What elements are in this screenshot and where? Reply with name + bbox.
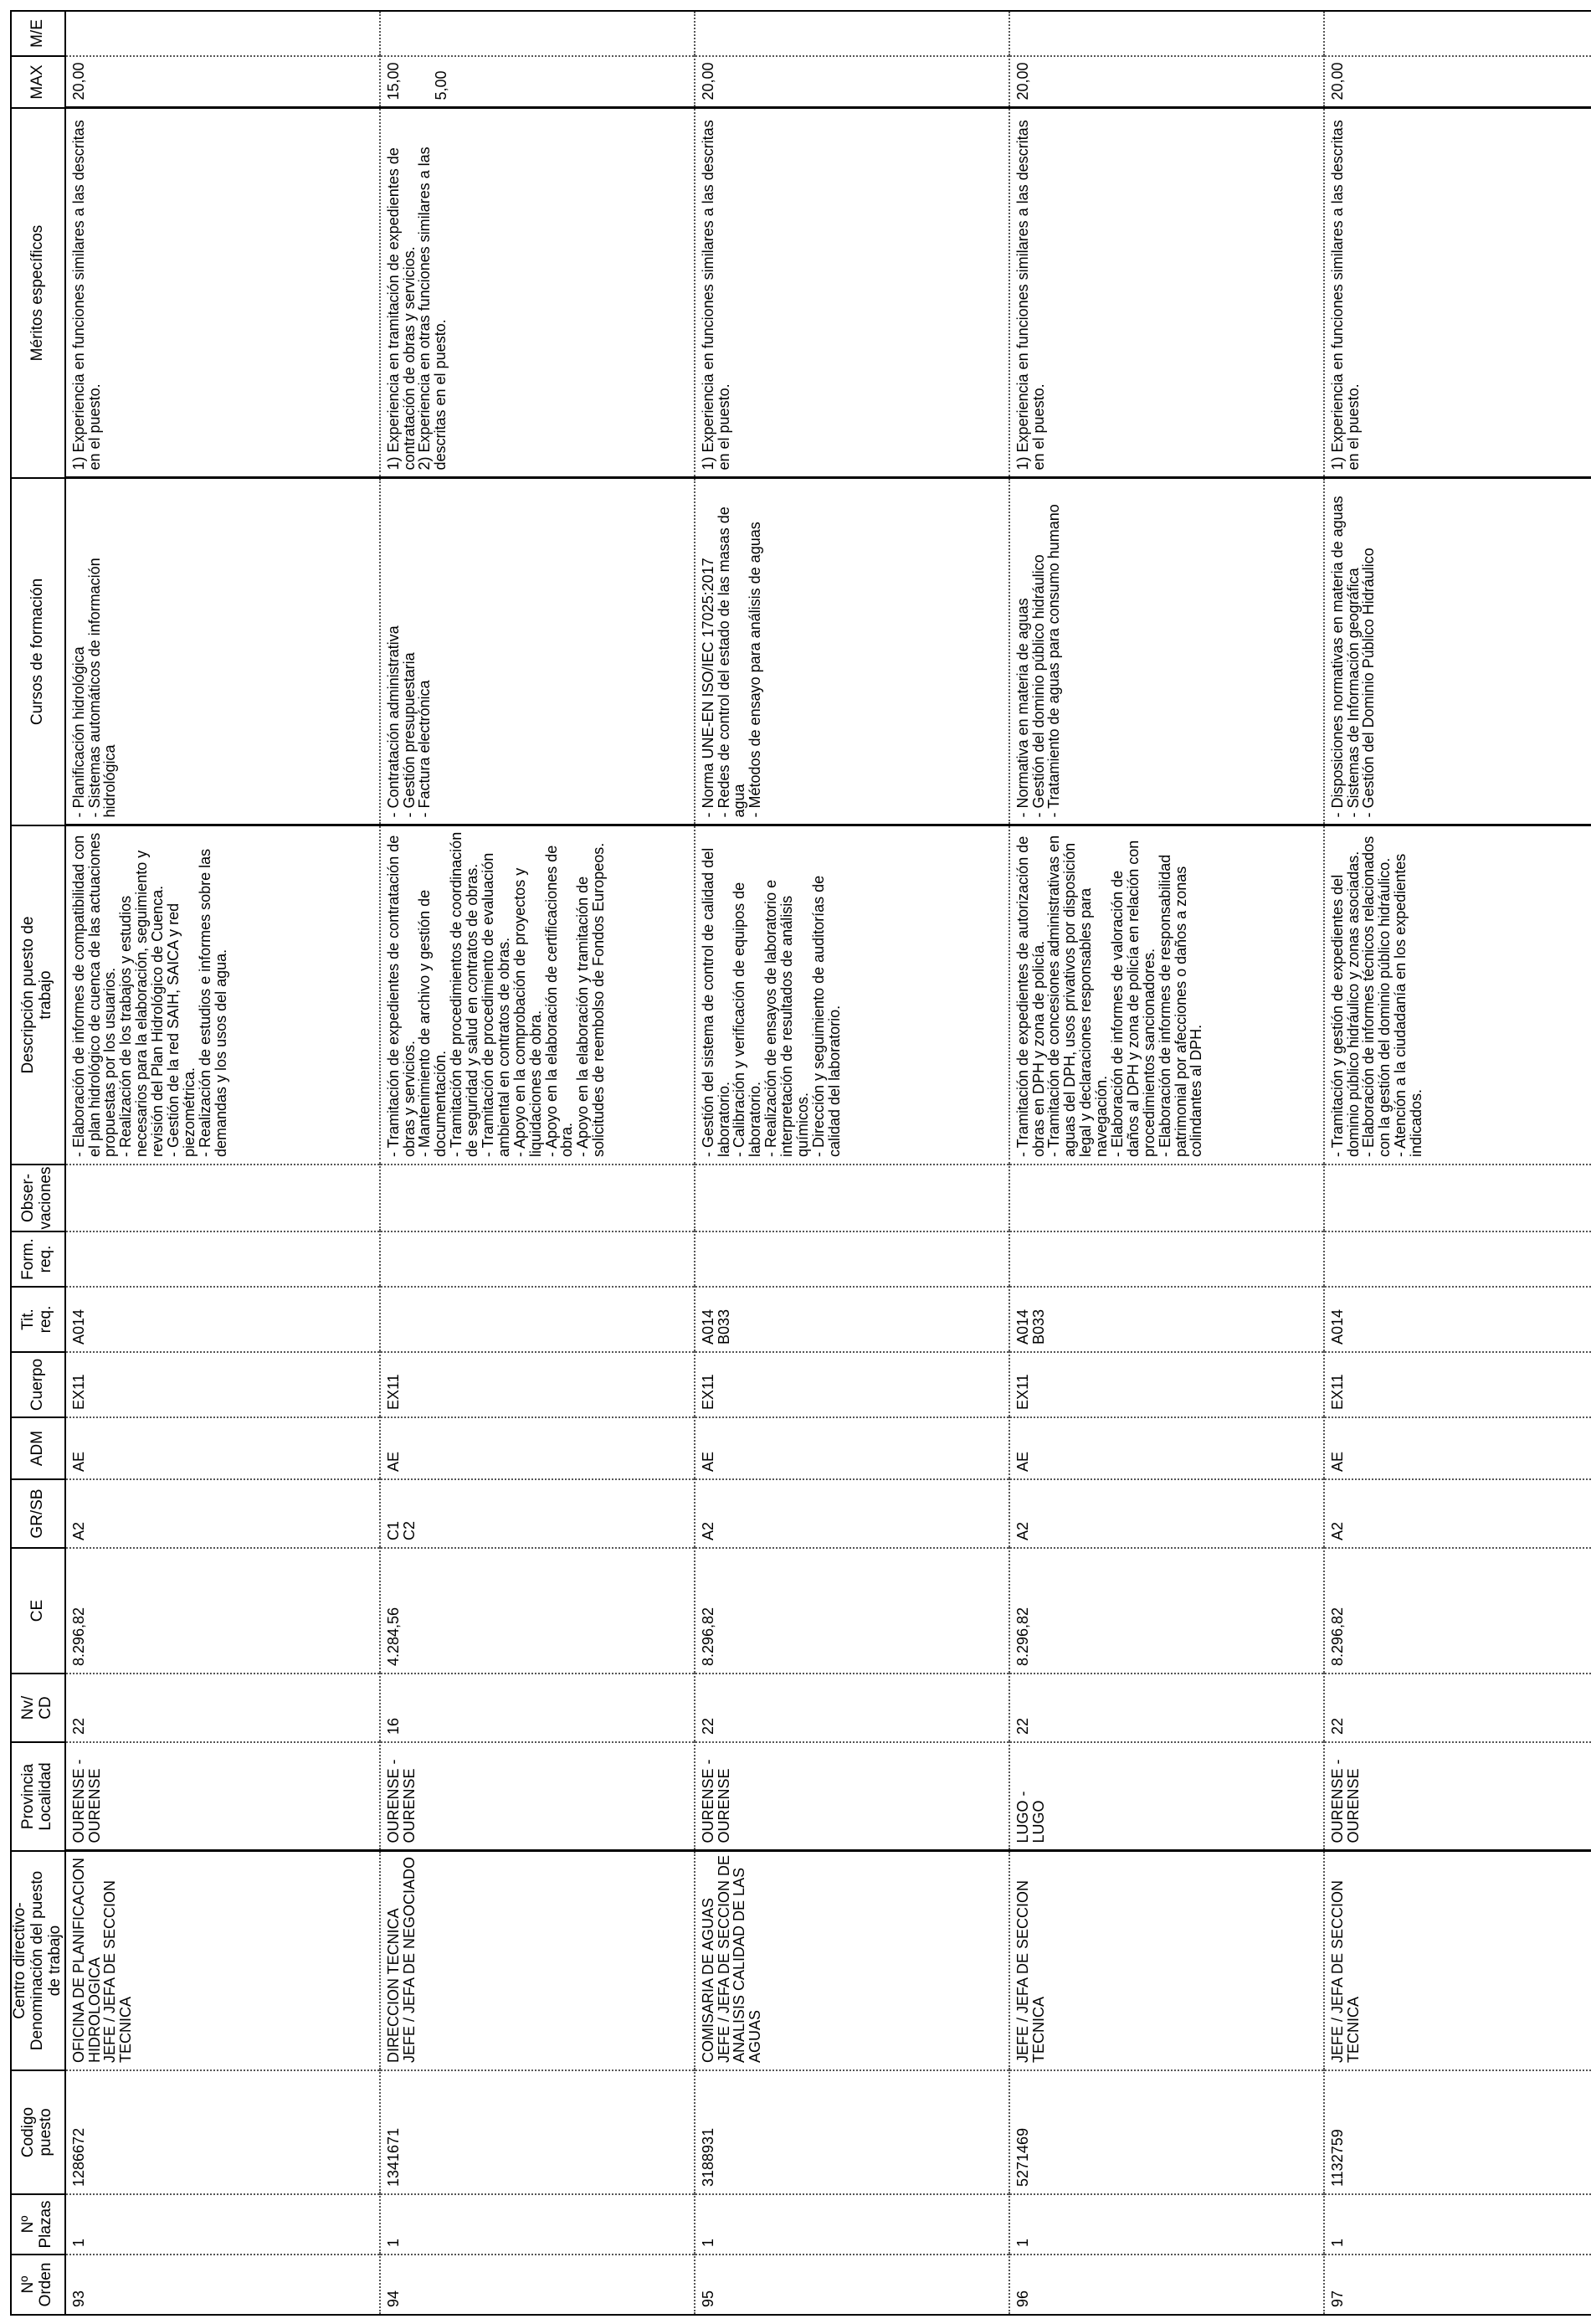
cell-obs <box>1324 1165 1591 1231</box>
cell-descripcion: - Elaboración de informes de compatibilidad con el plan hidrológico de cuenca de las actuaciones propuestas por los usuarios. - Realización de los trabajos y estudios necesarios para la elaboración, seguimiento y revisión del Plan Hidrológico de Cuenca. - Gestión de la red SAIH, SAICA y red piezométrica. - Realización de estudios e informes sobre las demandas y los usos del agua. <box>65 825 380 1165</box>
cell-form <box>380 1231 695 1287</box>
table-row <box>1324 11 1591 2315</box>
cell-orden: 96 <box>1009 2255 1324 2315</box>
header-max: MAX <box>11 56 65 108</box>
cell-ce: 8.296,82 <box>1009 1548 1324 1674</box>
cell-max <box>1009 56 1324 108</box>
cell-max <box>695 56 1009 108</box>
cell-form <box>695 1231 1009 1287</box>
cell-centro <box>380 1851 695 2070</box>
max-value-1: 20,00 <box>1014 62 1031 100</box>
cell-descripcion: - Tramitación y gestión de expedientes del dominio público hidráulico y zonas asociadas. - Elaboración de informes técnicos relacionados con la gestión del dominio público hidráulico. - Atención a la ciudadanía en los expedientes indicados. <box>1324 825 1591 1165</box>
cell-plazas: 1 <box>1009 2194 1324 2255</box>
cell-obs <box>65 1165 380 1231</box>
cell-adm: AE <box>695 1417 1009 1479</box>
puesto-denominacion: JEFE / JEFA DE SECCION TECNICA <box>1328 1879 1362 2063</box>
cell-meritos: 1) Experiencia en funciones similares a las descritas en el puesto. <box>1324 108 1591 478</box>
cell-provincia: OURENSE - OURENSE <box>380 1742 695 1851</box>
cell-max <box>1324 56 1591 108</box>
header-me: M/E <box>11 11 65 56</box>
cell-meritos: 1) Experiencia en funciones similares a las descritas en el puesto. <box>695 108 1009 478</box>
cell-tit: A014 B033 <box>1009 1287 1324 1352</box>
cell-codigo: 3188931 <box>695 2070 1009 2194</box>
cell-form <box>1009 1231 1324 1287</box>
header-descripcion: Descripción puesto de trabajo <box>11 825 65 1165</box>
cell-me <box>65 11 380 56</box>
cell-me <box>380 11 695 56</box>
cell-tit <box>380 1287 695 1352</box>
max-value-2: 5,00 <box>432 70 449 100</box>
cell-meritos: 1) Experiencia en funciones similares a las descritas en el puesto. <box>65 108 380 478</box>
cell-codigo: 5271469 <box>1009 2070 1324 2194</box>
cell-tit: A014 <box>65 1287 380 1352</box>
cell-cuerpo: EX11 <box>380 1352 695 1417</box>
cell-orden: 95 <box>695 2255 1009 2315</box>
cell-provincia: OURENSE - OURENSE <box>1324 1742 1591 1851</box>
max-spacer <box>402 59 434 100</box>
cell-cuerpo: EX11 <box>1009 1352 1324 1417</box>
cell-ce: 8.296,82 <box>1324 1548 1591 1674</box>
header-adm: ADM <box>11 1417 65 1479</box>
cell-me <box>1009 11 1324 56</box>
header-plazas: Nº Plazas <box>11 2194 65 2255</box>
cell-ce: 8.296,82 <box>65 1548 380 1674</box>
cell-descripcion: - Tramitación de expedientes de contratación de obras y servicios. - Mantenimiento de archivo y gestión de documentación. - Tramitación de procedimientos de coordinación de seguridad y salud en contratos de obras. - Tramitación de procedimiento de evaluación ambiental en contratos de obras. - Apoyo en la comprobación de proyectos y liquidaciones de obra. - Apoyo en la elaboración de certificaciones de obra. - Apoyo en la elaboración y tramitación de solicitudes de reembolso de Fondos Europeos. <box>380 825 695 1165</box>
header-form: Form. req. <box>11 1231 65 1287</box>
cell-cuerpo: EX11 <box>695 1352 1009 1417</box>
cell-grsb: A2 <box>1009 1479 1324 1548</box>
cell-cursos: - Norma UNE-EN ISO/IEC 17025:2017 - Redes de control del estado de las masas de agua - Métodos de ensayo para análisis de aguas <box>695 478 1009 825</box>
cell-obs <box>695 1165 1009 1231</box>
cell-grsb: A2 <box>695 1479 1009 1548</box>
centro-directivo: COMISARIA DE AGUAS <box>699 1897 716 2063</box>
header-tit: Tit. req. <box>11 1287 65 1352</box>
cell-adm: AE <box>1324 1417 1591 1479</box>
cell-plazas: 1 <box>65 2194 380 2255</box>
cell-plazas: 1 <box>380 2194 695 2255</box>
header-cursos: Cursos de formación <box>11 478 65 825</box>
cell-cursos: - Contratación administrativa - Gestión presupuestaria - Factura electrónica <box>380 478 695 825</box>
job-positions-table <box>10 10 1591 2316</box>
max-value-1: 15,00 <box>384 62 402 100</box>
cell-cursos: - Disposiciones normativas en materia de aguas - Sistemas de Información geográfica - Gestión del Dominio Público Hidráulico <box>1324 478 1591 825</box>
cell-max <box>65 56 380 108</box>
cell-provincia: OURENSE - OURENSE <box>695 1742 1009 1851</box>
header-nivel: Nv/ CD <box>11 1674 65 1742</box>
cell-descripcion: - Gestión del sistema de control de calidad del laboratorio. - Calibración y verificación de equipos de laboratorio. - Realización de ensayos de laboratorio e interpretación de resultados de análisis químicos. - Dirección y seguimiento de auditorías de calidad del laboratorio. <box>695 825 1009 1165</box>
cell-cuerpo: EX11 <box>1324 1352 1591 1417</box>
header-cuerpo: Cuerpo <box>11 1352 65 1417</box>
cell-nivel: 22 <box>1324 1674 1591 1742</box>
puesto-denominacion: JEFE / JEFA DE NEGOCIADO <box>400 1856 418 2063</box>
cell-me <box>695 11 1009 56</box>
centro-directivo: OFICINA DE PLANIFICACION HIDROLOGICA <box>69 1857 103 2063</box>
cell-centro <box>1009 1851 1324 2070</box>
header-centro: Centro directivo- Denominación del puesto de trabajo <box>11 1851 65 2070</box>
cell-plazas: 1 <box>1324 2194 1591 2255</box>
table-row <box>65 11 380 2315</box>
header-orden: Nº Orden <box>11 2255 65 2315</box>
cell-codigo: 1286672 <box>65 2070 380 2194</box>
cell-centro <box>695 1851 1009 2070</box>
max-value-1: 20,00 <box>69 62 87 100</box>
cell-nivel: 16 <box>380 1674 695 1742</box>
cell-nivel: 22 <box>1009 1674 1324 1742</box>
cell-nivel: 22 <box>695 1674 1009 1742</box>
cell-ce: 8.296,82 <box>695 1548 1009 1674</box>
header-ce: CE <box>11 1548 65 1674</box>
cell-cursos: - Normativa en materia de aguas - Gestión del dominio público hidráulico - Tratamiento de aguas para consumo humano <box>1009 478 1324 825</box>
cell-ce: 4.284,56 <box>380 1548 695 1674</box>
cell-centro <box>65 1851 380 2070</box>
cell-codigo: 1132759 <box>1324 2070 1591 2194</box>
cell-grsb: A2 <box>1324 1479 1591 1548</box>
cell-plazas: 1 <box>695 2194 1009 2255</box>
cell-codigo: 1341671 <box>380 2070 695 2194</box>
cell-provincia: LUGO - LUGO <box>1009 1742 1324 1851</box>
header-row <box>11 11 65 2315</box>
header-meritos: Méritos específicos <box>11 108 65 478</box>
cell-meritos: 1) Experiencia en funciones similares a las descritas en el puesto. <box>1009 108 1324 478</box>
header-obs: Obser- vaciones <box>11 1165 65 1231</box>
cell-adm: AE <box>65 1417 380 1479</box>
cell-orden: 94 <box>380 2255 695 2315</box>
cell-descripcion: - Tramitación de expedientes de autorización de obras en DPH y zona de policía. - Tramitación de concesiones administrativas en aguas del DPH, usos privativos por disposición legal y declaraciones responsables para navegación. - Elaboración de informes de valoración de daños al DPH y zona de policía en relación con procedimientos sancionadores. - Elaboración de informes de responsabilidad patrimonial por afecciones o daños a zonas colindantes al DPH. <box>1009 825 1324 1165</box>
cell-provincia: OURENSE - OURENSE <box>65 1742 380 1851</box>
table-row <box>1009 11 1324 2315</box>
cell-max <box>380 56 695 108</box>
centro-directivo: DIRECCION TECNICA <box>384 1908 402 2063</box>
cell-adm: AE <box>380 1417 695 1479</box>
cell-tit: A014 <box>1324 1287 1591 1352</box>
puesto-denominacion: JEFE / JEFA DE SECCION TECNICA <box>101 1879 135 2063</box>
cell-obs <box>380 1165 695 1231</box>
table-row <box>380 11 695 2315</box>
max-value-1: 20,00 <box>1328 62 1346 100</box>
puesto-denominacion: JEFE / JEFA DE SECCION DE ANALISIS CALIDAD DE LAS AGUAS <box>715 1854 764 2063</box>
cell-meritos: 1) Experiencia en tramitación de expedientes de contratación de obras y servicios. 2) Experiencia en otras funciones similares a las descritas en el puesto. <box>380 108 695 478</box>
cell-nivel: 22 <box>65 1674 380 1742</box>
cell-me <box>1324 11 1591 56</box>
cell-adm: AE <box>1009 1417 1324 1479</box>
cell-grsb: C1 C2 <box>380 1479 695 1548</box>
cell-orden: 97 <box>1324 2255 1591 2315</box>
cell-cuerpo: EX11 <box>65 1352 380 1417</box>
cell-cursos: - Planificación hidrológica - Sistemas automáticos de información hidrológica <box>65 478 380 825</box>
cell-orden: 93 <box>65 2255 380 2315</box>
cell-grsb: A2 <box>65 1479 380 1548</box>
puesto-denominacion: JEFE / JEFA DE SECCION TECNICA <box>1014 1879 1047 2063</box>
header-provincia: Provincia Localidad <box>11 1742 65 1851</box>
cell-tit: A014 B033 <box>695 1287 1009 1352</box>
header-grsb: GR/SB <box>11 1479 65 1548</box>
table-row <box>695 11 1009 2315</box>
cell-form <box>1324 1231 1591 1287</box>
max-value-1: 20,00 <box>699 62 716 100</box>
cell-centro <box>1324 1851 1591 2070</box>
header-codigo: Codigo puesto <box>11 2070 65 2194</box>
cell-obs <box>1009 1165 1324 1231</box>
cell-form <box>65 1231 380 1287</box>
